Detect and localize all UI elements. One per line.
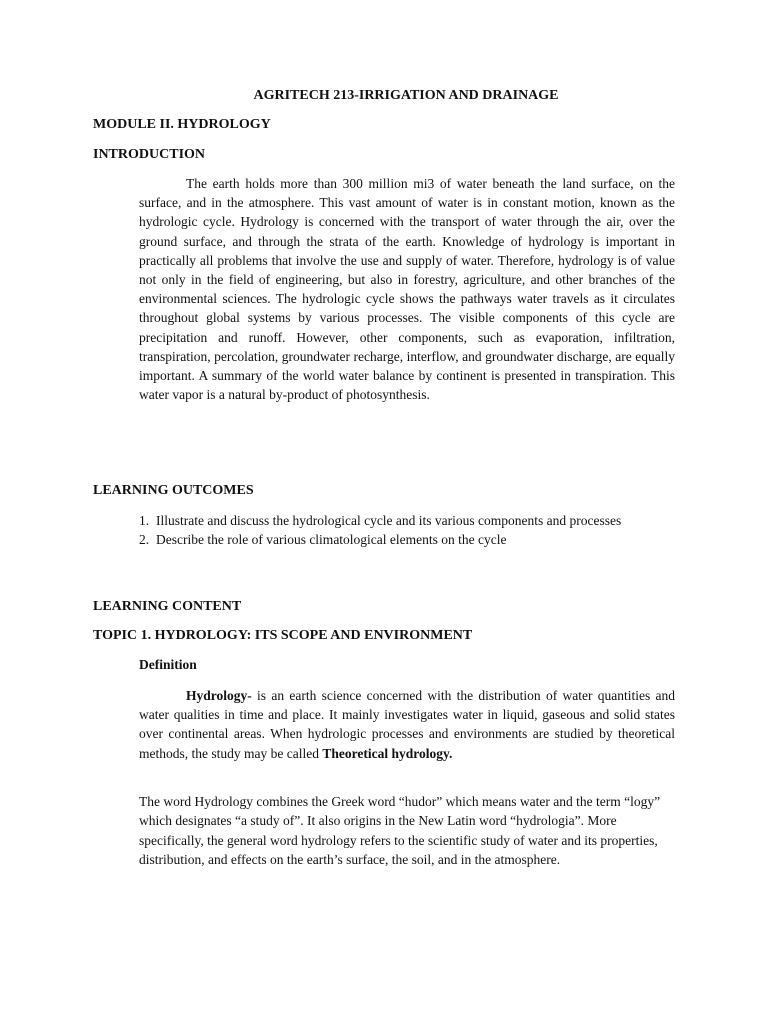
definition-paragraph xyxy=(139,686,675,763)
definition-term: Hydrology- xyxy=(186,688,252,703)
definition-body: is an earth science concerned with the distribution of water quantities and water qualities in time and place. It mainly investigates water in liquid, gaseous and solid states over continental areas. When hydrologic processes and environments are studied by theoretical methods, the study may be called xyxy=(139,688,675,761)
definition-heading: Definition xyxy=(139,657,197,672)
learning-outcomes-heading: LEARNING OUTCOMES xyxy=(93,483,254,498)
introduction-paragraph: The earth holds more than 300 million mi3 of water beneath the land surface, on the surface, and in the atmosphere. This vast amount of water is in constant motion, known as the hydrologic cycle. Hydrology is concerned with the transport of water through the air, over the ground surface, and through the strata of the earth. Knowledge of hydrology is important in practically all problems that involve the use and supply of water. Therefore, hydrology is of value not only in the field of engineering, but also in forestry, agriculture, and other branches of the environmental sciences. The hydrologic cycle shows the pathways water travels as it circulates throughout global systems by various processes. The visible components of this cycle are precipitation and runoff. However, other components, such as evaporation, infiltration, transpiration, percolation, groundwater recharge, interflow, and groundwater discharge, are equally important. A summary of the world water balance by continent is presented in transpiration. This water vapor is a natural by-product of photosynthesis. xyxy=(139,176,675,403)
etymology-paragraph: The word Hydrology combines the Greek word “hudor” which means water and the term “logy” which designates “a study of”. It also origins in the New Latin word “hydrologia”. More specifically, the general word hydrology refers to the scientific study of water and its properties, distribution, and effects on the earth’s surface, the soil, and in the atmosphere. xyxy=(139,794,661,868)
introduction-heading: INTRODUCTION xyxy=(93,147,206,162)
definition-emphasis: Theoretical hydrology. xyxy=(322,745,453,761)
document-title: AGRITECH 213-IRRIGATION AND DRAINAGE xyxy=(253,88,559,103)
module-heading: MODULE II. HYDROLOGY xyxy=(93,117,271,132)
outcome-number: 1. xyxy=(139,513,150,528)
outcome-item xyxy=(139,512,649,531)
outcome-text: Illustrate and discuss the hydrological cycle and its various components and processes xyxy=(156,513,622,528)
outcome-number: 2. xyxy=(139,531,150,547)
learning-content-heading: LEARNING CONTENT xyxy=(93,599,242,614)
learning-outcomes-list xyxy=(139,512,649,549)
outcome-text: Describe the role of various climatological elements on the cycle xyxy=(156,531,507,547)
topic-heading: TOPIC 1. HYDROLOGY: ITS SCOPE AND ENVIRONMENT xyxy=(93,628,473,643)
outcome-item xyxy=(139,531,649,550)
